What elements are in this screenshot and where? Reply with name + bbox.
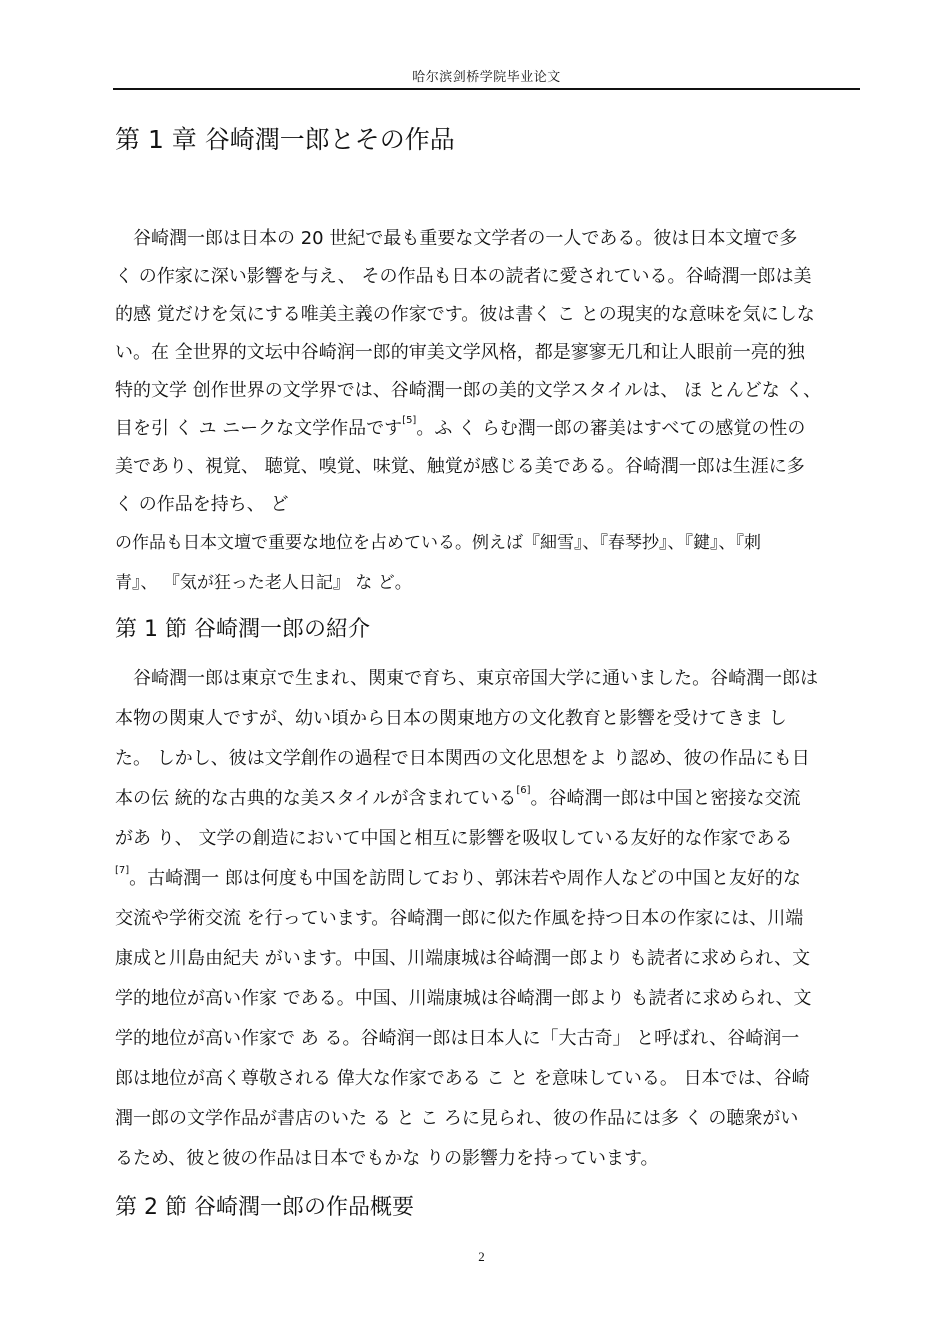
section-1-heading: 第 1 節 谷崎潤一郎の紹介 [115, 617, 370, 642]
text-line: 谷崎潤一郎は東京で生まれ、関東で育ち、東京帝国大学に通いました。谷崎潤一郎は [133, 668, 819, 689]
text-line: 谷崎潤一郎は日本の 20 世紀で最も重要な文学者の一人である。彼は日本文壇で多 [133, 228, 798, 249]
text-line: の作品も日本文壇で重要な地位を占めている。例えば『細雪』、『春琴抄』、『鍵』、『刺 [115, 533, 761, 553]
chapter-heading: 第 1 章 谷崎潤一郎とその作品 [115, 125, 455, 154]
text-segment: 。ふ く らむ潤一郎の審美はすべての感覚の性の [416, 418, 806, 439]
text-line: 学的地位が高い作家 である。中国、川端康城は谷崎潤一郎より も読者に求められ、文 [115, 988, 812, 1009]
citation-ref: [6] [516, 785, 531, 796]
text-line: 美であり、視覚、 聴覚、嗅覚、味覚、触覚が感じる美である。谷崎潤一郎は生涯に多 [115, 456, 805, 477]
text-line: 交流や学術交流 を行っています。谷崎潤一郎に似た作風を持つ日本の作家には、川端 [115, 908, 804, 929]
text-line: 的感 覚だけを気にする唯美主義の作家です。彼は書く こ との現実的な意味を気にしな [115, 304, 815, 325]
citation-ref: [7] [115, 865, 130, 876]
header-rule [113, 88, 860, 90]
text-line: た。 しかし、彼は文学創作の過程で日本関西の文化思想をよ り認め、彼の作品にも日 [115, 748, 810, 769]
text-line: るため、彼と彼の作品は日本でもかな りの影響力を持っています。 [115, 1148, 659, 1169]
text-line: 康成と川島由紀夫 がいます。中国、川端康城は谷崎潤一郎より も読者に求められ、文 [115, 948, 811, 969]
text-line: 潤一郎の文学作品が書店のいた る と こ ろに見られ、彼の作品には多 く の聴衆がい [115, 1108, 799, 1129]
text-line: 本物の関東人ですが、幼い頃から日本の関東地方の文化教育と影響を受けてきま し [115, 708, 787, 729]
running-header: 哈尔滨剑桥学院毕业论文 [412, 70, 561, 85]
text-line: 特的文学 创作世界の文学界では、谷崎潤一郎の美的文学スタイルは、 ほ とんどな く、 [115, 380, 822, 401]
text-line [115, 784, 801, 814]
text-segment: 。古崎潤一 郎は何度も中国を訪問しており、郭沫若や周作人などの中国と友好的な [129, 868, 801, 889]
text-line: く の作品を持ち、 ど [115, 494, 289, 515]
text-segment: 。谷崎潤一郎は中国と密接な交流 [530, 788, 801, 809]
page-number: 2 [478, 1249, 485, 1264]
text-line: があ り、 文学の創造において中国と相互に影響を吸収している友好的な作家である [115, 828, 793, 849]
text-line: 学的地位が高い作家で あ る。谷崎润一郎は日本人に「大古奇」 と呼ばれ、谷崎润一 [115, 1028, 800, 1049]
text-line: 青』、 『気が狂った老人日記』 な ど。 [115, 573, 412, 593]
text-line: 郎は地位が高く尊敬される 偉大な作家である こ と を意味している。 日本では、谷崎 [115, 1068, 810, 1089]
text-line: く の作家に深い影響を与え、 その作品も日本の読者に愛されている。谷崎潤一郎は美 [115, 266, 812, 287]
section-2-heading: 第 2 節 谷崎潤一郎の作品概要 [115, 1195, 414, 1220]
text-segment: 本の伝 統的な古典的な美スタイルが含まれている [115, 788, 517, 809]
text-segment: 目を引 く ユ ニークな文学作品です [115, 418, 403, 439]
text-line [115, 864, 801, 894]
citation-ref: [5] [402, 415, 417, 426]
text-line [115, 414, 805, 444]
text-line: い。在 全世界的文坛中谷崎润一郎的审美文学风格，都是寥寥无几和让人眼前一亮的独 [115, 342, 805, 363]
